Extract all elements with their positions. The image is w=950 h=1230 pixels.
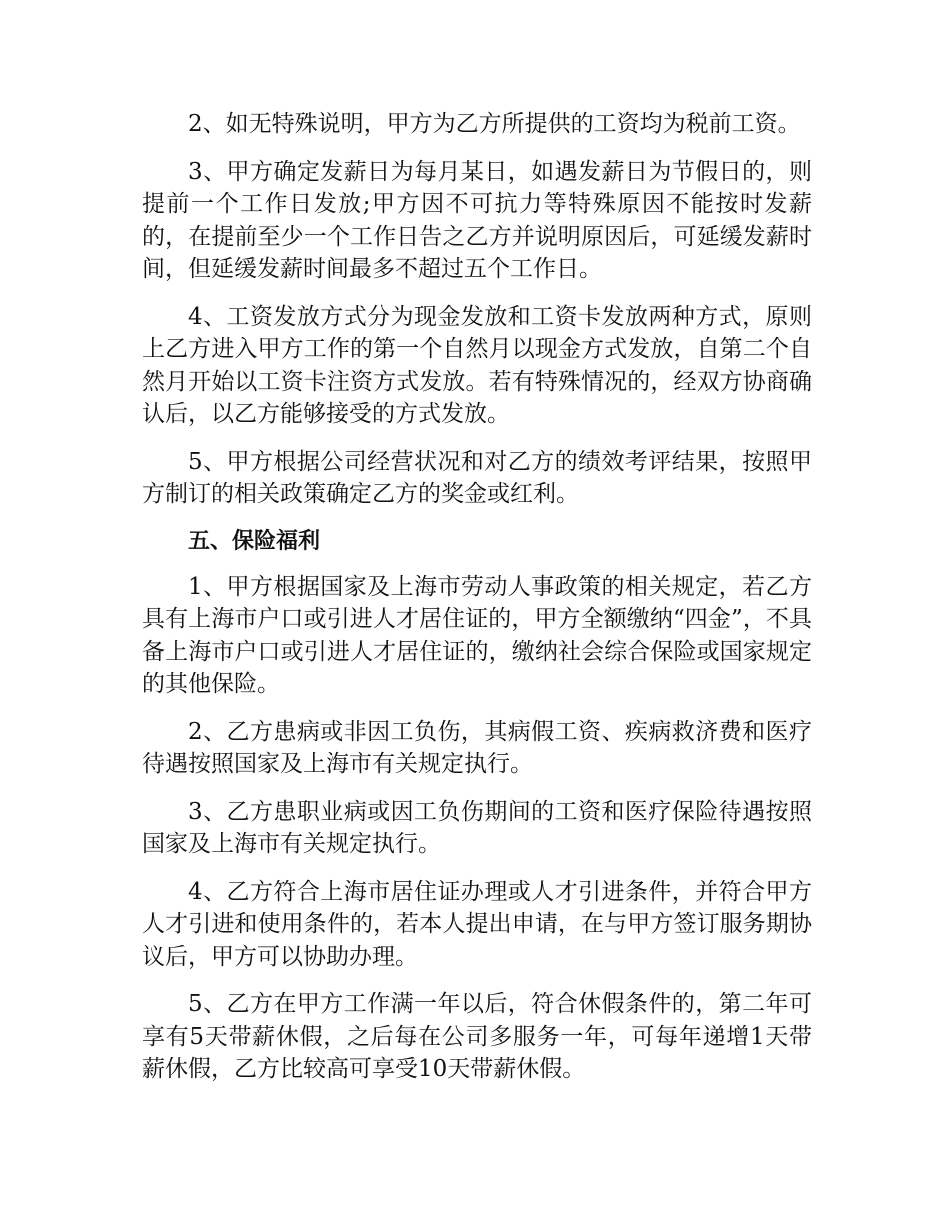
- paragraph-payment-method: 4、工资发放方式分为现金发放和工资卡发放两种方式，原则上乙方进入甲方工作的第一个自然月以现金方式发放，自第二个自然月开始以工资卡注资方式发放。若有特殊情况的，经双方协商确认后，以乙方能够接受的方式发放。: [142, 303, 812, 427]
- paragraph-insurance: 1、甲方根据国家及上海市劳动人事政策的相关规定，若乙方具有上海市户口或引进人才居住证的，甲方全额缴纳“四金”，不具备上海市户口或引进人才居住证的，缴纳社会综合保险或国家规定的其他保险。: [142, 573, 812, 697]
- document-page: [142, 108, 812, 1101]
- paragraph-payday: 3、甲方确定发薪日为每月某日，如遇发薪日为节假日的，则提前一个工作日发放;甲方因不可抗力等特殊原因不能按时发薪的，在提前至少一个工作日告之乙方并说明原因后，可延缓发薪时间，但延缓发薪时间最多不超过五个工作日。: [142, 158, 812, 282]
- section-heading-insurance-benefits: 五、保险福利: [188, 528, 321, 554]
- paragraph-occupational-injury: 3、乙方患职业病或因工负伤期间的工资和医疗保险待遇按照国家及上海市有关规定执行。: [142, 798, 812, 857]
- paragraph-sick-leave: 2、乙方患病或非因工负伤，其病假工资、疾病救济费和医疗待遇按照国家及上海市有关规定执行。: [142, 718, 812, 777]
- paragraph-bonus: 5、甲方根据公司经营状况和对乙方的绩效考评结果，按照甲方制订的相关政策确定乙方的奖金或红利。: [142, 448, 812, 507]
- paragraph-paid-leave: 5、乙方在甲方工作满一年以后，符合休假条件的，第二年可享有5天带薪休假，之后每在公司多服务一年，可每年递增1天带薪休假，乙方比较高可享受10天带薪休假。: [142, 991, 812, 1082]
- paragraph-residence-permit: 4、乙方符合上海市居住证办理或人才引进条件，并符合甲方人才引进和使用条件的，若本人提出申请，在与甲方签订服务期协议后，甲方可以协助办理。: [142, 878, 812, 970]
- paragraph-salary-pretax: 2、如无特殊说明，甲方为乙方所提供的工资均为税前工资。: [188, 111, 801, 137]
